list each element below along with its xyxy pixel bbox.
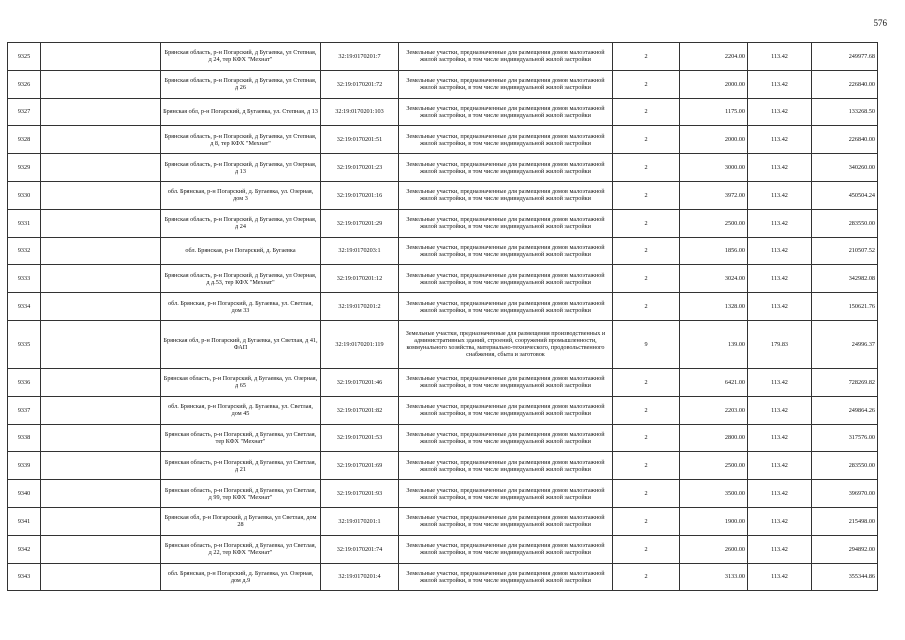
table-row xyxy=(8,237,878,265)
cell-use-group-code: 2 xyxy=(613,480,680,508)
cell-spacer xyxy=(41,452,161,480)
table-row xyxy=(8,265,878,293)
cell-address: Брянская область, р-н Погарский, д Бугаевка, ул Озерная, д 13 xyxy=(161,154,321,182)
cell-row-number: 9328 xyxy=(8,126,41,154)
cell-specific-value: 113.42 xyxy=(748,209,812,237)
cell-specific-value: 113.42 xyxy=(748,480,812,508)
cell-specific-value: 113.42 xyxy=(748,154,812,182)
cell-cadastral-value: 283550.00 xyxy=(812,209,878,237)
cell-permitted-use: Земельные участки, предназначенные для размещения домов малоэтажной жилой застройки, в том числе индивидуальной жилой застройки xyxy=(399,480,613,508)
cell-use-group-code: 2 xyxy=(613,209,680,237)
cell-area: 2600.00 xyxy=(680,535,748,563)
cell-cadastral-number: 32:19:0170201:119 xyxy=(321,320,399,368)
cell-cadastral-number: 32:19:0170201:72 xyxy=(321,70,399,98)
cell-cadastral-value: 396970.00 xyxy=(812,480,878,508)
cell-specific-value: 113.42 xyxy=(748,237,812,265)
cell-area: 1328.00 xyxy=(680,293,748,321)
cell-row-number: 9336 xyxy=(8,368,41,396)
cell-row-number: 9330 xyxy=(8,181,41,209)
cell-permitted-use: Земельные участки, предназначенные для размещения домов малоэтажной жилой застройки, в том числе индивидуальной жилой застройки xyxy=(399,507,613,535)
cell-cadastral-value: 355344.86 xyxy=(812,563,878,591)
cell-specific-value: 113.42 xyxy=(748,70,812,98)
cell-cadastral-number: 32:19:0170201:74 xyxy=(321,535,399,563)
cell-specific-value: 113.42 xyxy=(748,396,812,424)
cell-address: Брянская область, р-н Погарский, д Бугаевка, ул. Озерная, д 65 xyxy=(161,368,321,396)
cell-specific-value: 113.42 xyxy=(748,368,812,396)
cell-address: обл. Брянская, р-н Погарский, д. Бугаевка, ул. Светлая, дом 33 xyxy=(161,293,321,321)
table-row xyxy=(8,126,878,154)
table-row xyxy=(8,452,878,480)
cell-cadastral-number: 32:19:0170201:93 xyxy=(321,480,399,508)
cell-row-number: 9331 xyxy=(8,209,41,237)
cell-area: 1856.00 xyxy=(680,237,748,265)
table-row xyxy=(8,70,878,98)
cell-row-number: 9338 xyxy=(8,424,41,452)
cell-specific-value: 113.42 xyxy=(748,181,812,209)
cell-use-group-code: 2 xyxy=(613,154,680,182)
cell-cadastral-number: 32:19:0170201:103 xyxy=(321,98,399,126)
cell-area: 2203.00 xyxy=(680,396,748,424)
cell-area: 2204.00 xyxy=(680,43,748,71)
cell-row-number: 9341 xyxy=(8,507,41,535)
cell-cadastral-number: 32:19:0170203:1 xyxy=(321,237,399,265)
cell-spacer xyxy=(41,98,161,126)
cell-use-group-code: 2 xyxy=(613,563,680,591)
cell-spacer xyxy=(41,265,161,293)
cell-permitted-use: Земельные участки, предназначенные для размещения домов малоэтажной жилой застройки, в том числе индивидуальной жилой застройки xyxy=(399,424,613,452)
cell-spacer xyxy=(41,126,161,154)
cell-use-group-code: 2 xyxy=(613,452,680,480)
cell-cadastral-number: 32:19:0170201:46 xyxy=(321,368,399,396)
cell-permitted-use: Земельные участки, предназначенные для размещения домов малоэтажной жилой застройки, в том числе индивидуальной жилой застройки xyxy=(399,535,613,563)
cell-spacer xyxy=(41,563,161,591)
page-number: 576 xyxy=(873,18,887,28)
cell-specific-value: 113.42 xyxy=(748,126,812,154)
cell-area: 139.00 xyxy=(680,320,748,368)
cell-address: Брянская область, р-н Погарский, д Бугаевка, ул Озерная, д д.53, тер КФХ "Мехнат" xyxy=(161,265,321,293)
cell-cadastral-value: 294892.00 xyxy=(812,535,878,563)
cell-address: Брянская область, р-н Погарский, д Бугаевка, ул Степная, д 8, тер КФХ "Мехнат" xyxy=(161,126,321,154)
cell-row-number: 9343 xyxy=(8,563,41,591)
cell-spacer xyxy=(41,209,161,237)
cell-cadastral-number: 32:19:0170201:82 xyxy=(321,396,399,424)
cell-use-group-code: 2 xyxy=(613,181,680,209)
cell-spacer xyxy=(41,154,161,182)
cell-cadastral-value: 342982.08 xyxy=(812,265,878,293)
cell-spacer xyxy=(41,396,161,424)
cell-cadastral-number: 32:19:0170201:1 xyxy=(321,507,399,535)
cell-permitted-use: Земельные участки, предназначенные для размещения домов малоэтажной жилой застройки, в том числе индивидуальной жилой застройки xyxy=(399,154,613,182)
cell-row-number: 9337 xyxy=(8,396,41,424)
cell-area: 2500.00 xyxy=(680,209,748,237)
table-row xyxy=(8,181,878,209)
cell-specific-value: 113.42 xyxy=(748,424,812,452)
table-row xyxy=(8,43,878,71)
cell-specific-value: 113.42 xyxy=(748,507,812,535)
cell-use-group-code: 9 xyxy=(613,320,680,368)
cell-cadastral-number: 32:19:0170201:12 xyxy=(321,265,399,293)
table-row xyxy=(8,480,878,508)
cell-use-group-code: 2 xyxy=(613,265,680,293)
cell-spacer xyxy=(41,480,161,508)
cell-row-number: 9329 xyxy=(8,154,41,182)
cell-use-group-code: 2 xyxy=(613,237,680,265)
cell-specific-value: 113.42 xyxy=(748,265,812,293)
cell-row-number: 9342 xyxy=(8,535,41,563)
cell-area: 1900.00 xyxy=(680,507,748,535)
cell-row-number: 9335 xyxy=(8,320,41,368)
cell-use-group-code: 2 xyxy=(613,293,680,321)
cell-address: обл. Брянская, р-н Погарский, д. Бугаевка xyxy=(161,237,321,265)
table-row xyxy=(8,98,878,126)
cell-address: Брянская область, р-н Погарский, д Бугаевка, ул Светлая, тер КФХ "Мехнат" xyxy=(161,424,321,452)
cell-permitted-use: Земельные участки, предназначенные для размещения домов малоэтажной жилой застройки, в том числе индивидуальной жилой застройки xyxy=(399,237,613,265)
cell-row-number: 9327 xyxy=(8,98,41,126)
cell-address: Брянская область, р-н Погарский, д Бугаевка, ул Светлая, д 22, тер КФХ "Мехнат" xyxy=(161,535,321,563)
cell-row-number: 9340 xyxy=(8,480,41,508)
cell-cadastral-number: 32:19:0170201:4 xyxy=(321,563,399,591)
cell-spacer xyxy=(41,507,161,535)
cell-cadastral-value: 249977.68 xyxy=(812,43,878,71)
cell-specific-value: 113.42 xyxy=(748,535,812,563)
cell-spacer xyxy=(41,43,161,71)
table-body xyxy=(8,43,878,591)
cell-permitted-use: Земельные участки, предназначенные для размещения домов малоэтажной жилой застройки, в том числе индивидуальной жилой застройки xyxy=(399,452,613,480)
cell-cadastral-value: 133268.50 xyxy=(812,98,878,126)
table-row xyxy=(8,209,878,237)
cell-spacer xyxy=(41,237,161,265)
cell-address: Брянская обл, р-н Погарский, д Бугаевка, ул Светлая, д 41, ФАП xyxy=(161,320,321,368)
cell-cadastral-number: 32:19:0170201:51 xyxy=(321,126,399,154)
cell-area: 3000.00 xyxy=(680,154,748,182)
cell-cadastral-value: 24996.37 xyxy=(812,320,878,368)
cell-address: Брянская область, р-н Погарский, д Бугаевка, ул Степная, д 26 xyxy=(161,70,321,98)
cell-cadastral-value: 226840.00 xyxy=(812,126,878,154)
cell-cadastral-value: 317576.00 xyxy=(812,424,878,452)
cell-permitted-use: Земельные участки, предназначенные для размещения производственных и административных зданий, строений, сооружений промышленности, коммунального хозяйства, материально-технического, продовольственного снабжения, сбыта и заготовок xyxy=(399,320,613,368)
cell-use-group-code: 2 xyxy=(613,70,680,98)
cell-address: Брянская обл, р-н Погарский, д Бугаевка, ул Светлая, дом 28 xyxy=(161,507,321,535)
cell-permitted-use: Земельные участки, предназначенные для размещения домов малоэтажной жилой застройки, в том числе индивидуальной жилой застройки xyxy=(399,265,613,293)
cell-permitted-use: Земельные участки, предназначенные для размещения домов малоэтажной жилой застройки, в том числе индивидуальной жилой застройки xyxy=(399,368,613,396)
cell-cadastral-value: 340260.00 xyxy=(812,154,878,182)
cell-spacer xyxy=(41,320,161,368)
table-row xyxy=(8,535,878,563)
cell-cadastral-value: 226840.00 xyxy=(812,70,878,98)
cell-use-group-code: 2 xyxy=(613,507,680,535)
cell-cadastral-number: 32:19:0170201:7 xyxy=(321,43,399,71)
cell-permitted-use: Земельные участки, предназначенные для размещения домов малоэтажной жилой застройки, в том числе индивидуальной жилой застройки xyxy=(399,209,613,237)
cell-specific-value: 113.42 xyxy=(748,563,812,591)
cell-spacer xyxy=(41,181,161,209)
cell-spacer xyxy=(41,293,161,321)
cell-cadastral-number: 32:19:0170201:29 xyxy=(321,209,399,237)
cell-cadastral-number: 32:19:0170201:69 xyxy=(321,452,399,480)
cell-area: 2000.00 xyxy=(680,126,748,154)
cell-area: 6421.00 xyxy=(680,368,748,396)
cell-address: Брянская область, р-н Погарский, д Бугаевка, ул Светлая, д 21 xyxy=(161,452,321,480)
cell-row-number: 9333 xyxy=(8,265,41,293)
cell-use-group-code: 2 xyxy=(613,43,680,71)
cell-address: Брянская область, р-н Погарский, д Бугаевка, ул Степная, д 24, тер КФХ "Мехнат" xyxy=(161,43,321,71)
cell-row-number: 9325 xyxy=(8,43,41,71)
cell-area: 3024.00 xyxy=(680,265,748,293)
cell-cadastral-number: 32:19:0170201:2 xyxy=(321,293,399,321)
cell-row-number: 9334 xyxy=(8,293,41,321)
cell-area: 2800.00 xyxy=(680,424,748,452)
cell-permitted-use: Земельные участки, предназначенные для размещения домов малоэтажной жилой застройки, в том числе индивидуальной жилой застройки xyxy=(399,293,613,321)
table-row xyxy=(8,563,878,591)
cell-area: 2500.00 xyxy=(680,452,748,480)
cell-area: 2000.00 xyxy=(680,70,748,98)
cell-area: 1175.00 xyxy=(680,98,748,126)
table-row xyxy=(8,293,878,321)
cell-cadastral-value: 450504.24 xyxy=(812,181,878,209)
cell-cadastral-value: 249864.26 xyxy=(812,396,878,424)
cell-use-group-code: 2 xyxy=(613,368,680,396)
cell-use-group-code: 2 xyxy=(613,535,680,563)
cell-cadastral-value: 215498.00 xyxy=(812,507,878,535)
cell-cadastral-value: 150621.76 xyxy=(812,293,878,321)
cell-specific-value: 113.42 xyxy=(748,43,812,71)
cell-spacer xyxy=(41,70,161,98)
cell-specific-value: 113.42 xyxy=(748,293,812,321)
cell-area: 3972.00 xyxy=(680,181,748,209)
table-row xyxy=(8,320,878,368)
table-row xyxy=(8,507,878,535)
cell-address: обл. Брянская, р-н Погарский, д. Бугаевка, ул. Озерная, дом д.9 xyxy=(161,563,321,591)
cell-specific-value: 113.42 xyxy=(748,98,812,126)
cell-address: обл. Брянская, р-н Погарский, д. Бугаевка, ул. Светлая, дом 45 xyxy=(161,396,321,424)
cell-permitted-use: Земельные участки, предназначенные для размещения домов малоэтажной жилой застройки, в том числе индивидуальной жилой застройки xyxy=(399,43,613,71)
cell-cadastral-number: 32:19:0170201:53 xyxy=(321,424,399,452)
cell-address: Брянская обл, р-н Погарский, д Бугаевка, ул. Степная, д 13 xyxy=(161,98,321,126)
cell-area: 3133.00 xyxy=(680,563,748,591)
cell-permitted-use: Земельные участки, предназначенные для размещения домов малоэтажной жилой застройки, в том числе индивидуальной жилой застройки xyxy=(399,563,613,591)
cell-specific-value: 113.42 xyxy=(748,452,812,480)
cell-permitted-use: Земельные участки, предназначенные для размещения домов малоэтажной жилой застройки, в том числе индивидуальной жилой застройки xyxy=(399,181,613,209)
cadastral-value-table xyxy=(7,42,878,591)
table-row xyxy=(8,368,878,396)
cell-use-group-code: 2 xyxy=(613,98,680,126)
cell-area: 3500.00 xyxy=(680,480,748,508)
table-row xyxy=(8,424,878,452)
cell-row-number: 9332 xyxy=(8,237,41,265)
cell-permitted-use: Земельные участки, предназначенные для размещения домов малоэтажной жилой застройки, в том числе индивидуальной жилой застройки xyxy=(399,70,613,98)
cell-cadastral-value: 728269.82 xyxy=(812,368,878,396)
cell-spacer xyxy=(41,535,161,563)
cell-cadastral-value: 283550.00 xyxy=(812,452,878,480)
cell-row-number: 9339 xyxy=(8,452,41,480)
cell-address: Брянская область, р-н Погарский, д Бугаевка, ул Озерная, д 24 xyxy=(161,209,321,237)
cell-cadastral-number: 32:19:0170201:23 xyxy=(321,154,399,182)
cell-permitted-use: Земельные участки, предназначенные для размещения домов малоэтажной жилой застройки, в том числе индивидуальной жилой застройки xyxy=(399,98,613,126)
cell-permitted-use: Земельные участки, предназначенные для размещения домов малоэтажной жилой застройки, в том числе индивидуальной жилой застройки xyxy=(399,396,613,424)
cell-spacer xyxy=(41,424,161,452)
cell-row-number: 9326 xyxy=(8,70,41,98)
cell-address: Брянская область, р-н Погарский, д Бугаевка, ул Светлая, д 99, тер КФХ "Мехнат" xyxy=(161,480,321,508)
table-row xyxy=(8,396,878,424)
table-row xyxy=(8,154,878,182)
cell-spacer xyxy=(41,368,161,396)
cell-use-group-code: 2 xyxy=(613,424,680,452)
cell-use-group-code: 2 xyxy=(613,126,680,154)
cell-address: обл. Брянская, р-н Погарский, д. Бугаевка, ул. Озерная, дом 3 xyxy=(161,181,321,209)
cell-specific-value: 179.83 xyxy=(748,320,812,368)
cell-cadastral-number: 32:19:0170201:16 xyxy=(321,181,399,209)
cell-use-group-code: 2 xyxy=(613,396,680,424)
cell-cadastral-value: 210507.52 xyxy=(812,237,878,265)
cell-permitted-use: Земельные участки, предназначенные для размещения домов малоэтажной жилой застройки, в том числе индивидуальной жилой застройки xyxy=(399,126,613,154)
